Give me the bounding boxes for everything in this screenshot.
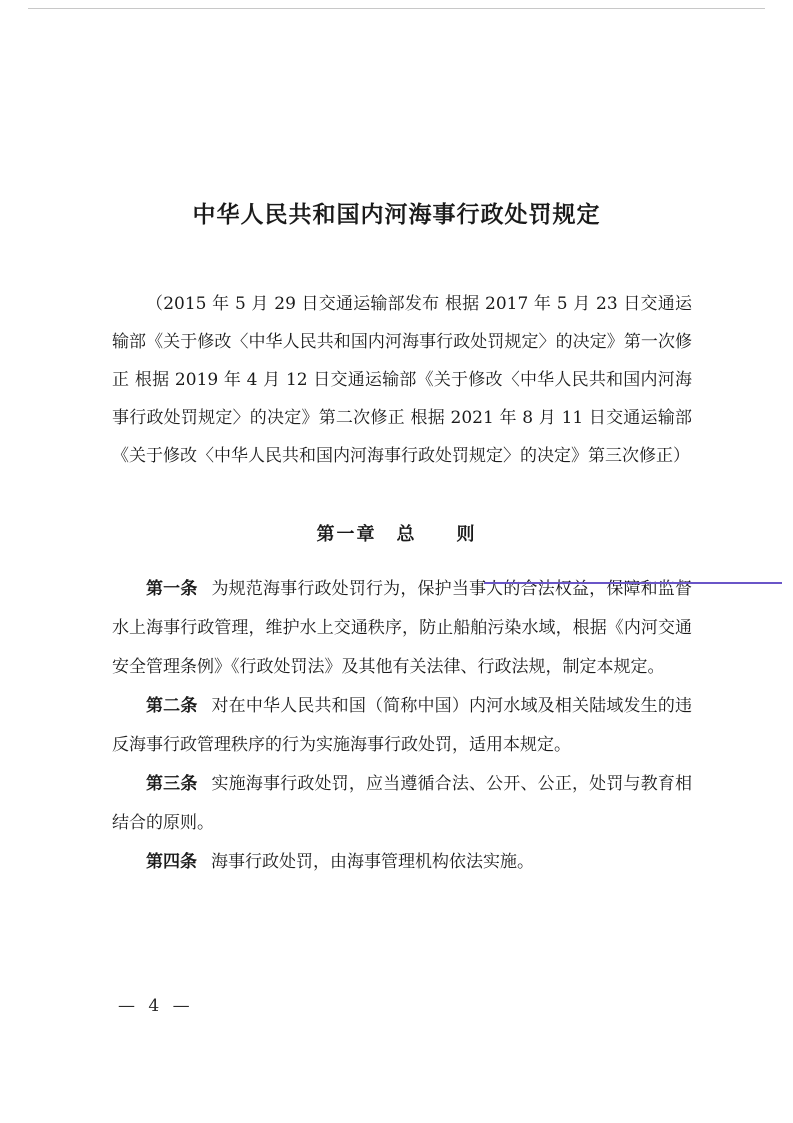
article-1-text: 为规范海事行政处罚行为，保护当事人的合法权益，保障和监督水上海事行政管理，维护水上交通秩序，防止船舶污染水域，根据《内河交通安全管理条例》《行政处罚法》及其他有关法律、行政法规，制定本规定。 <box>112 579 692 677</box>
article-3-text: 实施海事行政处罚，应当遵循合法、公开、公正，处罚与教育相结合的原则。 <box>112 774 692 833</box>
article-3-number: 第三条 <box>146 774 198 794</box>
chapter-heading: 第一章 总 则 <box>316 524 477 545</box>
annotation-underline <box>484 582 782 584</box>
document-title: 中华人民共和国内河海事行政处罚规定 <box>192 201 601 228</box>
page-top-rule <box>28 8 765 9</box>
article-4-text: 海事行政处罚，由海事管理机构依法实施。 <box>211 852 534 872</box>
article-4 <box>112 843 692 882</box>
article-4-number: 第四条 <box>146 852 197 872</box>
article-2 <box>112 687 692 765</box>
article-2-number: 第二条 <box>146 696 198 716</box>
article-1-number: 第一条 <box>146 579 198 599</box>
article-3 <box>112 765 692 843</box>
article-1 <box>112 570 692 687</box>
revision-history: （2015 年 5 月 29 日交通运输部发布 根据 2017 年 5 月 23 日交通运输部《关于修改〈中华人民共和国内河海事行政处罚规定〉的决定》第一次修正 根据 2019 年 4 月 12 日交通运输部《关于修改〈中华人民共和国内河海事行政处罚规定〉的决定》第二次修正 根据 2021 年 8 月 11 日交通运输部《关于修改〈中华人民共和国内河海事行政处罚规定〉的决定》第三次修正） <box>112 294 692 466</box>
article-2-text: 对在中华人民共和国（简称中国）内河水域及相关陆域发生的违反海事行政管理秩序的行为实施海事行政处罚，适用本规定。 <box>112 696 692 755</box>
page-number: — 4 — <box>118 996 194 1016</box>
article-list <box>112 570 692 882</box>
